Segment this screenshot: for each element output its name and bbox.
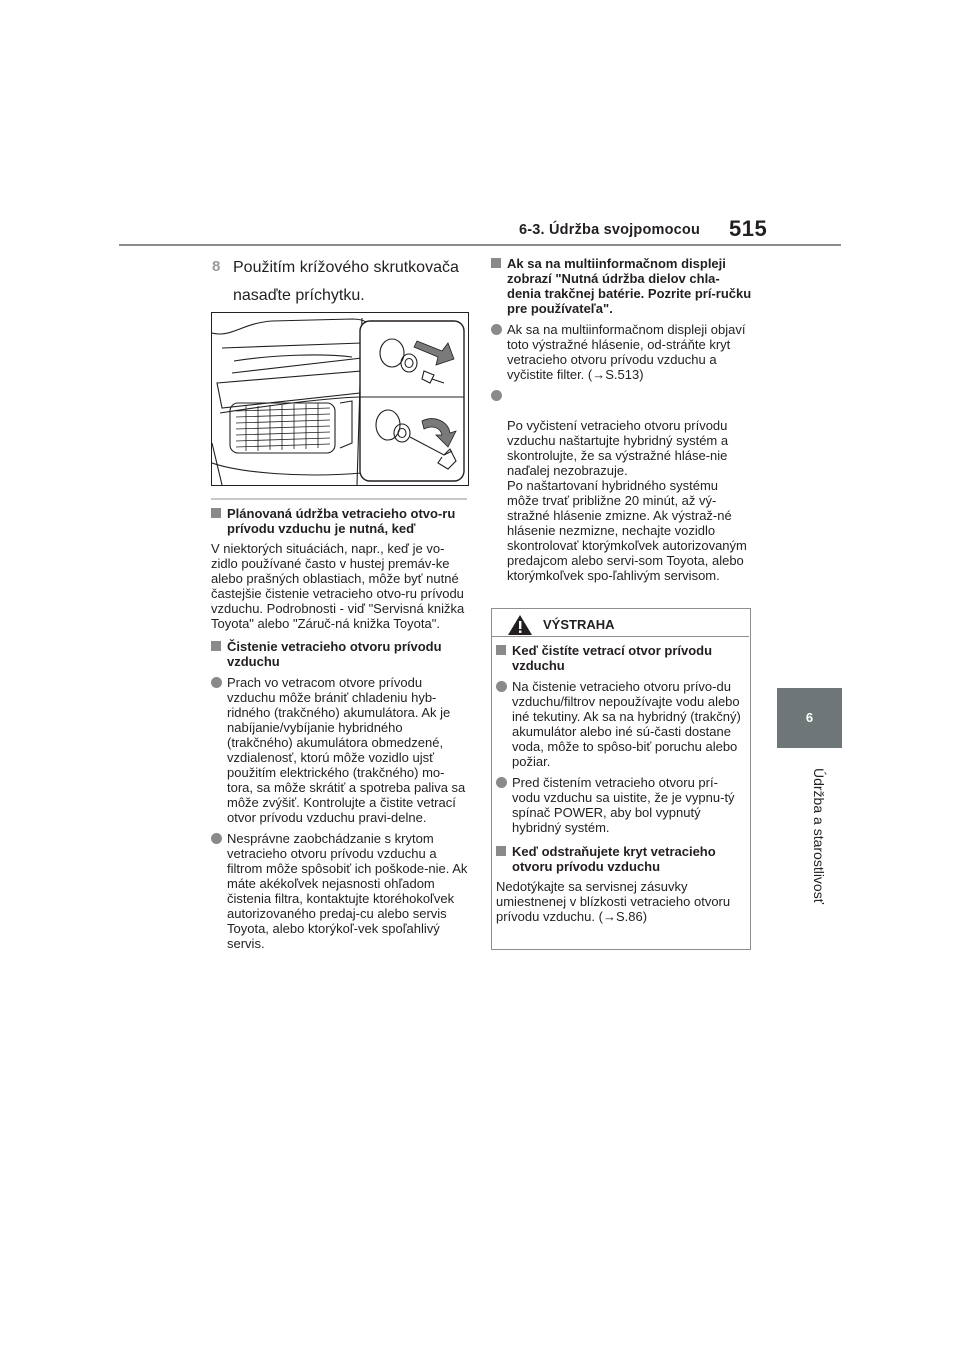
heading-text: Keď čistíte vetrací otvor prívodu vzduchu (512, 643, 713, 673)
warning-title: VÝSTRAHA (543, 617, 615, 632)
round-bullet-icon (211, 833, 222, 844)
left-column (211, 506, 469, 951)
square-bullet-icon (211, 641, 221, 651)
round-bullet-icon (491, 390, 502, 401)
list-item (211, 831, 469, 951)
step-number: 8 (212, 258, 221, 275)
right-column (491, 256, 753, 583)
step-text: Použitím krížového skrutkovača nasaďte príchytku. (233, 259, 459, 304)
list-item (491, 388, 753, 583)
list-item-text: Ak sa na multiinformačnom displeji objaví toto výstražné hlásenie, od-stráňte kryt vetracieho otvoru prívodu vzduchu a vyčistite filter. (→S.513) (507, 322, 746, 382)
heading-text: Keď odstraňujete kryt vetracieho otvoru prívodu vzduchu (512, 844, 716, 874)
list-item (496, 775, 746, 835)
illustration-svg (212, 313, 468, 485)
section-divider (211, 498, 467, 500)
round-bullet-icon (496, 777, 507, 788)
section-heading (496, 844, 746, 874)
list-item-text: Nesprávne zaobchádzanie s krytom vetracieho otvoru prívodu vzduchu a filtrom môže spôsobiť ich poškode-nie. Ak máte akékoľvek nejasnosti ohľadom čistenia filtra, kontaktujte ktoréhokoľvek autorizovaného predaj-cu alebo servis Toyota, alebo ktorýkoľ-vek spoľahlivý servis. (227, 831, 468, 951)
round-bullet-icon (496, 681, 507, 692)
square-bullet-icon (491, 258, 501, 268)
list-item (491, 322, 753, 382)
chapter-label: Údržba a starostlivosť (811, 768, 827, 904)
header-divider (119, 244, 841, 246)
list-item-text: Na čistenie vetracieho otvoru prívo-du vzduchu/filtrov nepoužívajte vodu alebo iné tekutiny. Ak sa na hybridný (trakčný) akumulátor alebo iné sú-časti dostane voda, môže to spôso-biť poruchu alebo požiar. (512, 679, 741, 769)
heading-text: Plánovaná údržba vetracieho otvo-ru prívodu vzduchu je nutná, keď (227, 506, 456, 536)
heading-text: Ak sa na multiinformačnom displeji zobrazí "Nutná údržba dielov chla-denia trakčnej batérie. Pozrite prí-ručku pre používateľa". (507, 256, 752, 316)
section-heading (211, 639, 469, 669)
heading-text: Čistenie vetracieho otvoru prívodu vzduchu (227, 639, 442, 669)
page-number: 515 (729, 216, 768, 241)
list-item-text: Pred čistením vetracieho otvoru prí-vodu vzduchu sa uistite, že je vypnu-tý spínač POWER, aby bol vypnutý hybridný systém. (512, 775, 735, 835)
square-bullet-icon (496, 645, 506, 655)
section-title: 6-3. Údržba svojpomocou (519, 222, 701, 238)
chapter-tab: 6 (777, 688, 842, 748)
paragraph: V niektorých situáciách, napr., keď je vo-zidlo používané často v hustej premáv-ke alebo prašných oblastiach, môže byť nutné častejšie čistenie vetracieho otvo-ru prívodu vzduchu. Podrobnosti - viď "Servisná knižka Toyota" alebo "Záruč-ná knižka Toyota". (211, 541, 465, 631)
list-item-text: Po vyčistení vetracieho otvoru prívodu vzduchu naštartujte hybridný systém a skontrolujte, že sa výstražné hláse-nie naďalej nezobrazuje. Po naštartovaní hybridného systému môže trvať približne 20 minút, až vý-stražné hlásenie zmizne. Ak výstraž-né hlásenie nezmizne, nechajte vozidlo skontrolovať ktorýmkoľvek autorizovaným predajcom alebo servi-som Toyota, alebo ktorýmkoľvek spo-ľahlivým servisom. (507, 418, 747, 583)
list-item (496, 679, 746, 769)
section-heading (211, 506, 469, 536)
round-bullet-icon (211, 677, 222, 688)
section-heading (491, 256, 753, 316)
warning-divider (492, 636, 749, 637)
round-bullet-icon (491, 324, 502, 335)
list-item-text: Prach vo vetracom otvore prívodu vzduchu môže brániť chladeniu hyb-ridného (trakčného) akumulátora. Ak je nabíjanie/vybíjanie hybridného (trakčného) akumulátora obmedzené, vzdialenosť, ktorú môže vozidlo ujsť použitím elektrického (trakčného) mo-tora, sa môže skrátiť a spotreba paliva sa môže zvýšiť. Kontrolujte a čistite vetrací otvor prívodu vzduchu pravi-delne. (227, 675, 466, 825)
square-bullet-icon (496, 846, 506, 856)
clip-installation-illustration (211, 312, 469, 486)
section-heading (496, 643, 746, 673)
square-bullet-icon (211, 508, 221, 518)
warning-content (496, 643, 746, 924)
list-item (211, 675, 469, 825)
paragraph: Nedotýkajte sa servisnej zásuvky umiestnenej v blízkosti vetracieho otvoru prívodu vzduchu. (→S.86) (496, 879, 731, 924)
